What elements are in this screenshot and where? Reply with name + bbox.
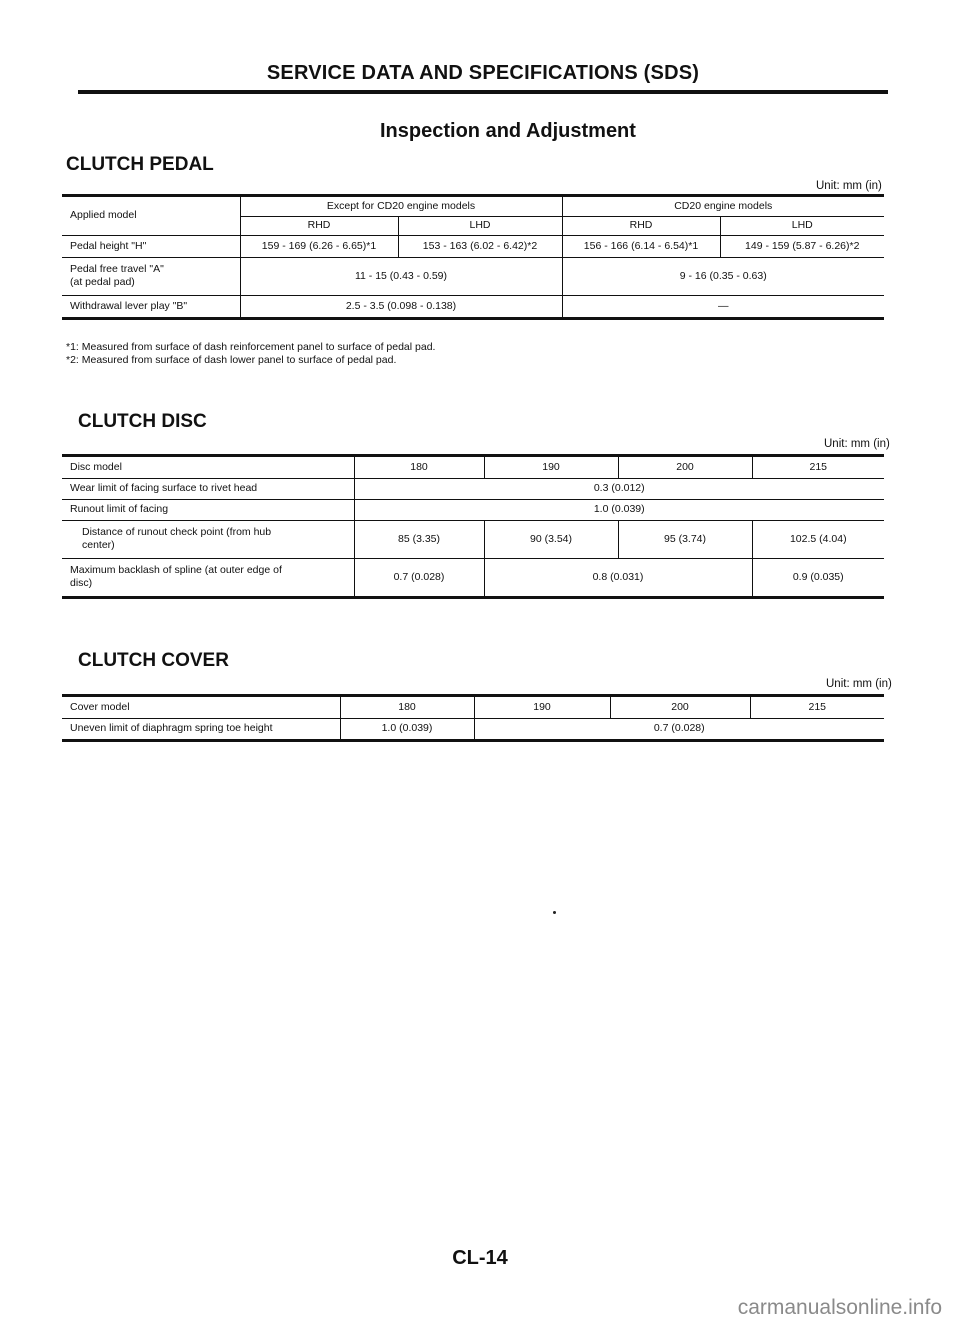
cd20-lhd-header: LHD	[720, 216, 884, 235]
table-cell: 180	[354, 457, 484, 478]
clutch-cover-unit: Unit: mm (in)	[826, 678, 892, 690]
cd20-header: CD20 engine models	[562, 197, 884, 216]
table-row	[62, 499, 884, 520]
clutch-cover-table	[62, 694, 884, 742]
clutch-pedal-title: CLUTCH PEDAL	[66, 154, 214, 175]
table-row	[62, 257, 884, 295]
table-cell: 0.3 (0.012)	[354, 478, 884, 499]
table-cell: 1.0 (0.039)	[340, 718, 474, 739]
table-cell: 190	[474, 697, 610, 718]
clutch-pedal-table	[62, 194, 884, 320]
applied-model-label: Applied model	[62, 197, 240, 235]
table-cell: 215	[750, 697, 884, 718]
except-lhd-header: LHD	[398, 216, 562, 235]
table-row	[62, 520, 884, 558]
table-cell: 190	[484, 457, 618, 478]
footnote: *2: Measured from surface of dash lower panel to surface of pedal pad.	[66, 354, 397, 366]
pedal-free-travel-label: Pedal free travel "A" (at pedal pad)	[62, 257, 240, 295]
watermark: carmanualsonline.info	[737, 1296, 942, 1319]
cd20-rhd-header: RHD	[562, 216, 720, 235]
table-cell: 11 - 15 (0.43 - 0.59)	[240, 257, 562, 295]
table-cell: 9 - 16 (0.35 - 0.63)	[562, 257, 884, 295]
cover-model-label: Cover model	[62, 697, 340, 718]
table-cell: 159 - 169 (6.26 - 6.65)*1	[240, 235, 398, 257]
table-cell: 0.9 (0.035)	[752, 558, 884, 596]
clutch-disc-table	[62, 454, 884, 599]
table-cell: —	[562, 295, 884, 317]
spline-backlash-label: Maximum backlash of spline (at outer edge of disc)	[70, 564, 282, 590]
table-cell: 0.8 (0.031)	[484, 558, 752, 596]
footnote: *1: Measured from surface of dash reinforcement panel to surface of pedal pad.	[66, 341, 436, 353]
table-cell: 1.0 (0.039)	[354, 499, 884, 520]
table-cell: 95 (3.74)	[618, 520, 752, 558]
runout-limit-label: Runout limit of facing	[62, 499, 354, 520]
clutch-disc-unit: Unit: mm (in)	[824, 438, 890, 450]
table-cell: 156 - 166 (6.14 - 6.54)*1	[562, 235, 720, 257]
header-rule	[78, 90, 888, 94]
table-cell: 153 - 163 (6.02 - 6.42)*2	[398, 235, 562, 257]
footnotes	[66, 341, 435, 367]
withdrawal-lever-play-label: Withdrawal lever play "B"	[70, 299, 188, 312]
section-subheader: Inspection and Adjustment	[380, 120, 636, 142]
except-cd20-header: Except for CD20 engine models	[240, 197, 562, 216]
table-row	[62, 718, 884, 739]
table-cell: 200	[610, 697, 750, 718]
table-cell: 85 (3.35)	[354, 520, 484, 558]
table-row	[62, 457, 884, 478]
table-row	[62, 697, 884, 718]
table-cell: 0.7 (0.028)	[474, 718, 884, 739]
clutch-disc-title: CLUTCH DISC	[78, 411, 207, 432]
page-header: SERVICE DATA AND SPECIFICATIONS (SDS)	[266, 62, 700, 84]
diaphragm-uneven-limit-label: Uneven limit of diaphragm spring toe height	[70, 722, 273, 735]
table-row	[62, 478, 884, 499]
table-cell: 90 (3.54)	[484, 520, 618, 558]
table-row	[62, 558, 884, 596]
table-cell: 215	[752, 457, 884, 478]
table-cell: 149 - 159 (5.87 - 6.26)*2	[720, 235, 884, 257]
runout-check-distance-label: Distance of runout check point (from hub center)	[62, 520, 354, 558]
table-row	[62, 235, 884, 257]
disc-model-label: Disc model	[62, 457, 354, 478]
table-cell: 180	[340, 697, 474, 718]
page-number: CL-14	[452, 1247, 508, 1269]
clutch-pedal-unit: Unit: mm (in)	[816, 180, 882, 192]
table-cell: 200	[618, 457, 752, 478]
table-cell: 0.7 (0.028)	[354, 558, 484, 596]
scan-speck	[553, 911, 556, 914]
clutch-cover-title: CLUTCH COVER	[78, 650, 229, 671]
pedal-height-label: Pedal height "H"	[62, 235, 240, 257]
wear-limit-label: Wear limit of facing surface to rivet head	[62, 478, 354, 499]
table-cell: 102.5 (4.04)	[752, 520, 884, 558]
table-row	[62, 295, 884, 317]
except-rhd-header: RHD	[240, 216, 398, 235]
table-cell: 2.5 - 3.5 (0.098 - 0.138)	[240, 295, 562, 317]
